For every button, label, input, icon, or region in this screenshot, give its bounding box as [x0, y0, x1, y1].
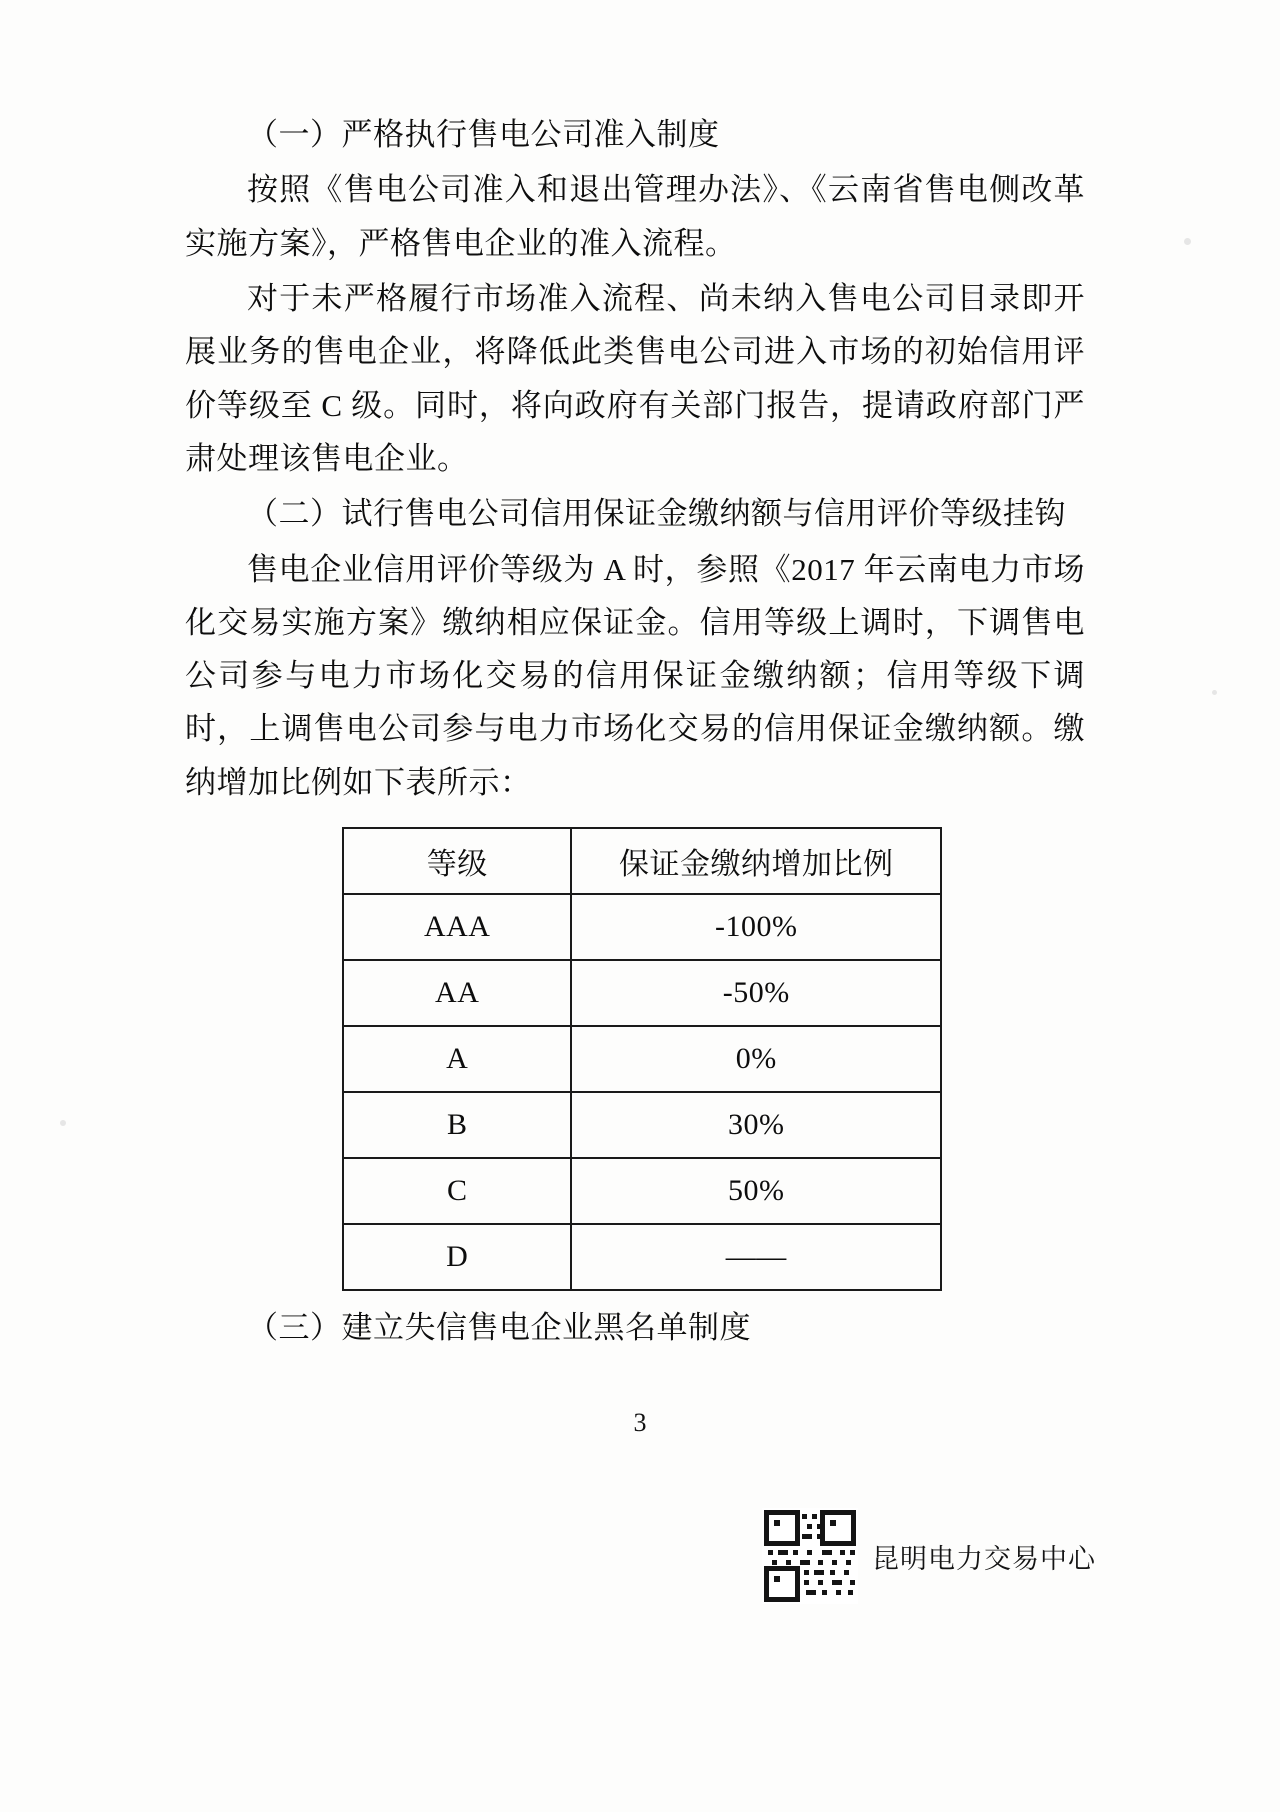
table-row: [343, 1092, 941, 1158]
paragraph-1: 按照《售电公司准入和退出管理办法》、《云南省售电侧改革实施方案》，严格售电企业的准入流程。: [185, 172, 1085, 261]
footer-stamp: [762, 1496, 1222, 1616]
grades-table: [342, 827, 942, 1291]
table-row: [343, 1158, 941, 1224]
table-row: [343, 1224, 941, 1290]
qr-code-icon: [762, 1508, 858, 1604]
scan-speckle: [1184, 238, 1191, 245]
scan-speckle: [60, 1120, 66, 1126]
table-cell-ratio: -50%: [571, 960, 941, 1026]
table-row: [343, 894, 941, 960]
table-cell-ratio: 30%: [571, 1092, 941, 1158]
grades-table-wrapper: [185, 827, 1085, 1291]
table-row: [343, 1026, 941, 1092]
table-cell-ratio: 0%: [571, 1026, 941, 1092]
table-cell-grade: AAA: [343, 894, 571, 960]
stamp-label: 昆明电力交易中心: [872, 1543, 1096, 1574]
table-header-grade: 等级: [343, 828, 571, 894]
section-heading-2: （二）试行售电公司信用保证金缴纳额与信用评价等级挂钩: [247, 496, 1066, 532]
paragraph-3: 售电企业信用评价等级为 A 时，参照《2017 年云南电力市场化交易实施方案》缴纳相应保证金。信用等级上调时，下调售电公司参与电力市场化交易的信用保证金缴纳额；信用等级下调时，上调售电公司参与电力市场化交易的信用保证金缴纳额。缴纳增加比例如下表所示：: [185, 551, 1085, 800]
scan-speckle: [1212, 690, 1217, 695]
document-body: [185, 108, 1085, 1356]
table-cell-grade: AA: [343, 960, 571, 1026]
table-cell-ratio: -100%: [571, 894, 941, 960]
table-cell-grade: D: [343, 1224, 571, 1290]
table-row: [343, 960, 941, 1026]
section-heading-1: （一）严格执行售电公司准入制度: [247, 117, 720, 152]
table-header-row: [343, 828, 941, 894]
table-header-ratio: 保证金缴纳增加比例: [571, 828, 941, 894]
table-cell-grade: B: [343, 1092, 571, 1158]
table-cell-grade: C: [343, 1158, 571, 1224]
page-number: 3: [633, 1408, 647, 1437]
paragraph-2: 对于未严格履行市场准入流程、尚未纳入售电公司目录即开展业务的售电企业，将降低此类售电公司进入市场的初始信用评价等级至 C 级。同时，将向政府有关部门报告，提请政府部门严肃处理该售电企业。: [185, 280, 1085, 476]
table-cell-ratio: ——: [571, 1224, 941, 1290]
table-cell-ratio: 50%: [571, 1158, 941, 1224]
table-cell-grade: A: [343, 1026, 571, 1092]
section-heading-3: （三）建立失信售电企业黑名单制度: [247, 1310, 751, 1346]
